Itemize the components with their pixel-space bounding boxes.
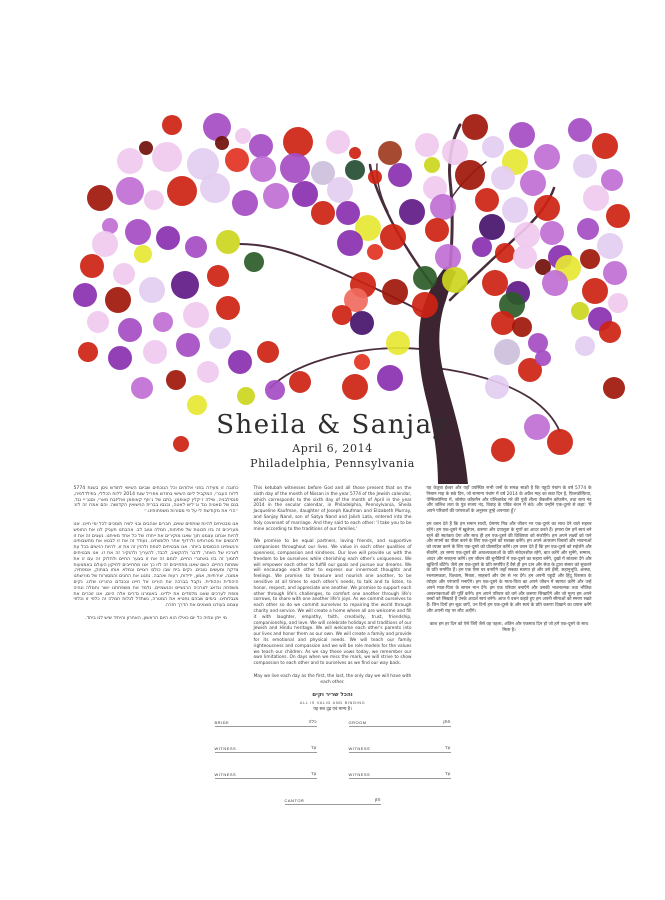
tree-leaf-circle <box>144 190 164 210</box>
tree-leaf-circle <box>540 221 564 245</box>
tree-leaf-circle <box>413 266 437 290</box>
signature-row <box>0 742 665 753</box>
tree-leaf-circle <box>332 305 352 325</box>
tree-leaf-circle <box>425 218 449 242</box>
signature-block <box>0 716 665 820</box>
tree-leaf-circle <box>237 387 255 405</box>
tree-leaf-circle <box>349 147 361 159</box>
tree-leaf-circle <box>514 222 540 248</box>
hebrew-closing-line: מי ייתן ונחיה כל יום כאילו הוא היום הראשון, האחרון והיחיד שיש לנו ביחד. <box>85 615 227 621</box>
tree-leaf-circle <box>292 181 318 207</box>
witness-hebrew-label: עד <box>311 772 317 777</box>
tree-leaf-circle <box>232 190 258 216</box>
tree-leaf-circle <box>185 236 207 258</box>
tree-leaf-circle <box>430 194 456 220</box>
tree-leaf-circle <box>485 375 509 399</box>
tree-leaf-circle <box>386 331 410 355</box>
tree-leaf-circle <box>577 218 599 240</box>
tree-leaf-circle <box>153 312 173 332</box>
tree-leaf-circle <box>520 170 546 196</box>
cantor-hebrew-label: חזן <box>374 798 381 803</box>
hebrew-text-column <box>74 486 239 713</box>
tree-leaf-circle <box>534 144 560 170</box>
witness-hebrew-label: עד <box>311 746 317 751</box>
tree-leaf-circle <box>479 214 505 240</box>
seal-english-line: ALL IS VALID AND BINDING <box>299 699 366 705</box>
english-text-column <box>254 486 412 713</box>
tree-leaf-circle <box>424 157 440 173</box>
tree-leaf-circle <box>87 185 113 211</box>
tree-leaf-circle <box>117 148 143 174</box>
tree-leaf-circle <box>442 267 468 293</box>
tree-leaf-circle <box>134 245 152 263</box>
tree-leaf-circle <box>250 156 276 182</box>
tree-leaf-circle <box>350 311 374 335</box>
tree-leaf-circle <box>568 118 592 142</box>
tree-leaf-circle <box>176 333 200 357</box>
tree-leaf-circle <box>367 244 383 260</box>
tree-leaf-circle <box>494 339 520 365</box>
tree-leaf-circle <box>131 377 153 399</box>
tree-leaf-circle <box>491 166 515 190</box>
english-closing-line: May we live each day as the first, the last, the only day we will have with each other. <box>253 673 412 685</box>
tree-leaf-circle <box>603 261 627 285</box>
tree-leaf-circle <box>337 230 363 256</box>
tree-leaf-circle <box>482 136 504 158</box>
tree-leaf-circle <box>73 283 97 307</box>
tree-leaf-circle <box>209 327 231 349</box>
witness-hebrew-label: עד <box>445 772 451 777</box>
tree-leaf-circle <box>139 277 165 303</box>
tree-leaf-circle <box>435 244 461 270</box>
hebrew-paragraph: אנו מבטיחים להיות שותפים שווים, חברים אוהבים ובני לוויה תומכים לכל ימי חיינו. אנו מעריכים זה בזו תכונות של פתיחות, חמלה וטוב לב. אהבתנו תעניק לנו את החופש להיות אנחנו עצמנו תוך שאנו מוקירים את ייחודו של כל אחד מאיתנו. נעצים זה את זו להגשים את מטרותינו ולרדוף אחר חלומותינו. נעודד זה את זו לבטא את מחשבותינו ורגשותינו הכמוסים ביותר. אנו מבטיחים לטפח ולהזין זה את זו, להיות רגישים בכל עת לצרכיו של האחר, לדבר ולהקשיב, לכבד, להעריך ולהוקיר זה את זו. אנו מבטיחים לתמוך זה בזו באתגרי החיים, לנחם זה את זו בצער החיים ולחלוק זה עם זו את שמחות החיים. כשם שאנו מתחייבים זה לזו כך אנו מתחייבים לתיקון העולם באמצעות צדקה ומעשים טובים. נקים בית שבו כולם רצויים ונמלא אותו בצחוק, אמפתיה, אמונה, יצירתיות, אמון, ידידות, רעות ואהבה. נחגוג את החגים והמסורות של מורשתנו היהודית וההודית. נקבל בברכה את הורינו אל חיינו ונכבדם כהורינו שלנו. נקים משפחה ונדאג לצרכיה הרגשיים והגשמיים. נלמד את משפחתנו יושר וחמלה ונהיה מופת לערכים שאנו מלמדים את ילדינו. באומרנו נדרים אלה היום, אנו זוכרים את מגבלותינו. בימים שבהם נחטיא את המטרה, נשתדל לגלות חמלה זה כלפי זו וכלפי עצמנו בעודנו מוצאים את הדרך חזרה. <box>73 521 239 609</box>
tree-leaf-circle <box>573 154 597 178</box>
tree-leaf-circle <box>167 176 197 206</box>
tree-leaf-circle <box>535 350 551 366</box>
hindi-text-column <box>427 486 592 713</box>
title-block <box>0 411 665 470</box>
tree-leaf-circle <box>462 114 488 140</box>
bride-hebrew-label: כלה <box>308 720 317 725</box>
tree-leaf-circle <box>599 321 621 343</box>
tree-leaf-circle <box>495 243 515 263</box>
hebrew-paragraph: כתובה זו מעידה בפני אלוהים וכל הנוכחים שביום השישי לחודש ניסן בשנת 5774 ללוח העברי, המקביל ליום השישי בחודש אפריל שנת 2014 ללוח הכללי, בפילדלפיה, פנסילבניה, שילה ז׳קלין קאופמן, בתם של ג׳וזף קאופמן ואליזבת מארי, וסנג׳יי ננד, בנם של סאטיה ננד וג׳ליש לאטה, נכנסו בברית הנישואין הקדושה. והם אמרו זה לזו: ״הרי את מקודשת לי על פי מסורות משפחותינו.״ <box>73 486 239 515</box>
tree-leaf-circle <box>171 271 199 299</box>
tree-leaf-circle <box>482 270 508 296</box>
tree-leaf-circle <box>244 252 264 272</box>
tree-leaf-circle <box>380 224 406 250</box>
couple-names: Sheila & Sanjay <box>216 410 449 440</box>
witness-label: WITNESS <box>348 772 371 777</box>
signature-row <box>0 716 665 727</box>
tree-leaf-circle <box>608 293 628 313</box>
tree-leaf-circle <box>575 336 595 356</box>
witness-signature-line <box>215 768 317 779</box>
hindi-paragraph: यह केतुबा ईश्वर और यहाँ उपस्थित सभी जनों के समक्ष साक्षी है कि यहूदी पंचांग के वर्ष 5774 के निसान माह के छठे दिन, जो सामान्य पंचांग में वर्ष 2014 के अप्रैल माह का छठा दिन है, फ़िलाडेल्फ़िया, पेन्सिलवेनिया में, जोसेफ़ कॉफ़मैन और एलिज़ाबेथ मरे की पुत्री शीला जैकलीन कॉफ़मैन, तथा सत्य नंद और जलिश लता के पुत्र संजय नंद, विवाह के पवित्र बंधन में बंधे। और उन्होंने एक-दूसरे से कहा: 'मैं अपने परिवारों की परंपराओं के अनुसार तुम्हें अपनाता हूँ।' <box>426 486 592 515</box>
tree-leaf-circle <box>78 342 98 362</box>
tree-leaf-circle <box>327 177 353 203</box>
hindi-paragraph: हम वचन देते हैं कि हम समान साथी, प्रेममय मित्र और जीवन भर एक-दूसरे का साथ देने वाले सहचर रहेंगे। हम एक-दूसरे में खुलेपन, करुणा और दयालुता के गुणों का आदर करते हैं। हमारा प्रेम हमें स्वयं बने रहने की स्वतंत्रता देगा और साथ ही हम एक-दूसरे की विशिष्टता को संजोएँगे। हम अपने लक्ष्यों को पाने और सपनों का पीछा करने के लिए एक-दूसरे को सशक्त करेंगे। हम अपने अंतरतम विचारों और भावनाओं को व्यक्त करने के लिए एक-दूसरे को प्रोत्साहित करेंगे। हम वचन देते हैं कि हम एक-दूसरे को सहेजेंगे और सँवारेंगे, हर समय एक-दूसरे की आवश्यकताओं के प्रति संवेदनशील रहेंगे, बात करेंगे और सुनेंगे, सम्मान, आदर और सराहना करेंगे। हम जीवन की चुनौतियों में एक-दूसरे का सहारा बनेंगे, दुखों में सांत्वना देंगे और खुशियाँ बाँटेंगे। जैसे हम एक-दूसरे के प्रति समर्पित हैं वैसे ही हम दान और सेवा के द्वारा संसार को सुधारने के प्रति समर्पित हैं। हम एक ऐसा घर बनाएँगे जहाँ सबका स्वागत हो और उसे हँसी, सहानुभूति, आस्था, रचनात्मकता, विश्वास, मित्रता, साहचर्य और प्रेम से भर देंगे। हम अपनी यहूदी और हिंदू विरासत के त्योहार और परंपराएँ मनाएँगे। हम एक-दूसरे के माता-पिता का अपने जीवन में स्वागत करेंगे और उन्हें अपने माता-पिता के समान मान देंगे। हम एक परिवार बनाएँगे और उसकी भावनात्मक तथा भौतिक आवश्यकताओं की पूर्ति करेंगे। हम अपने परिवार को धर्म और करुणा सिखाएँगे और जो मूल्य हम अपने बच्चों को सिखाते हैं उनके आदर्श स्वयं बनेंगे। आज ये वचन कहते हुए हम अपनी सीमाओं को स्मरण रखते हैं। जिन दिनों हम चूक जाएँ, उन दिनों हम एक-दूसरे के और स्वयं के प्रति करुणा दिखाने का प्रयास करेंगे और अपनी राह पर लौट आएँगे। <box>426 521 592 614</box>
cantor-signature-line <box>285 794 381 805</box>
tree-leaf-circle <box>342 374 368 400</box>
tree-leaf-circle <box>512 317 532 337</box>
tree-leaf-circle <box>207 265 229 287</box>
tree-leaf-circle <box>235 128 251 144</box>
seal-block <box>254 693 412 713</box>
tree-leaf-circle <box>92 231 118 257</box>
tree-leaf-circle <box>455 160 485 190</box>
tree-leaf-circle <box>228 350 252 374</box>
tree-leaf-circle <box>571 302 589 320</box>
tree-leaf-circle <box>249 134 273 158</box>
tree-leaf-circle <box>534 195 560 221</box>
tree-leaf-circle <box>354 354 370 370</box>
witness-signature-line <box>215 742 317 753</box>
witness-label: WITNESS <box>348 746 371 751</box>
tree-leaf-circle <box>80 254 104 278</box>
english-paragraph: This ketubah witnesses before God and all those present that on the sixth day of the month of Nissan in the year 5774 of the Jewish calendar, which corresponds to the sixth day of the month of April in the year 2014 in the secular calendar, in Philadelphia, Pennsylvania, Sheila Jacqueline Kaufman, daughter of Joseph Kaufman and Elizabeth Murray, and Sanjay Nand, son of Satya Nand and Jalish Lata, entered into the holy covenant of marriage. And they said to each other: 'I take you to be mine according to the traditions of our families.' <box>253 486 412 532</box>
tree-leaf-circle <box>105 287 131 313</box>
tree-leaf-circle <box>280 153 310 183</box>
seal-hebrew-line: והכל שריר וקים <box>312 691 353 698</box>
tree-leaf-circle <box>225 148 249 172</box>
tree-leaf-circle <box>442 139 468 165</box>
tree-leaf-circle <box>108 346 132 370</box>
witness-signature-line <box>349 768 451 779</box>
tree-leaf-circle <box>289 371 311 393</box>
tree-leaf-circle <box>491 311 515 335</box>
hindi-closing-line: काश हम हर दिन को ऐसे जिएँ जैसे वह पहला, अंतिम और एकमात्र दिन हो जो हमें एक-दूसरे के साथ मिला है। <box>429 621 589 633</box>
tree-leaf-circle <box>203 113 231 141</box>
tree-leaf-circle <box>143 340 167 364</box>
tree-leaf-circle <box>382 279 408 305</box>
groom-signature-line <box>349 716 451 727</box>
tree-leaf-circle <box>472 237 492 257</box>
witness-signature-line <box>349 742 451 753</box>
tree-leaf-circle <box>87 311 109 333</box>
tree-leaf-circle <box>475 188 499 212</box>
tree-leaf-circle <box>580 249 600 269</box>
tree-leaf-circle <box>283 127 313 157</box>
signature-row <box>0 768 665 779</box>
wedding-location: Philadelphia, Pennsylvania <box>250 457 415 470</box>
tree-leaf-circle <box>345 160 365 180</box>
tree-leaf-circle <box>118 318 142 342</box>
witness-label: WITNESS <box>214 746 237 751</box>
tree-leaf-circle <box>388 163 412 187</box>
tree-leaf-circle <box>601 169 623 191</box>
seal-hindi-line: यह सब दृढ़ एवं मान्य है। <box>313 707 352 713</box>
tree-leaf-circle <box>183 302 209 328</box>
english-paragraph: We promise to be equal partners, loving friends, and supportive companions throughout our lives. We value in each other qualities of openness, compassion and kindness. Our love will provide us with the freedom to be ourselves while cherishing each other's uniqueness. We will empower each other to fulfill our goals and pursue our dreams. We will encourage each other to express our innermost thoughts and feelings. We promise to treasure and nourish one another, to be sensitive at all times to each other's needs, to talk and to listen, to honor, respect, and appreciate one another. We promise to support each other through life's challenges, to comfort one another through life's sorrows, to share with one another life's joys. As we commit ourselves to each other so do we commit ourselves to repairing the world through charity and service. We will create a home where all are welcome and fill it with laughter, empathy, faith, creativity, trust, friendship, companionship, and love. We will celebrate holidays and traditions of our Jewish and Hindu heritage. We will welcome each other's parents into our lives and honor them as our own. We will create a family and provide for its emotional and physical needs. We will teach our family righteousness and compassion and we will be role models for the values we teach our children. As we say these vows today, we remember our own limitations. On days when we miss the mark, we will strive to show compassion to each other and to ourselves as we find our way back. <box>253 539 412 667</box>
tree-leaf-circle <box>162 115 182 135</box>
tree-leaf-circle <box>606 204 630 228</box>
tree-leaf-circle <box>583 185 609 211</box>
tree-leaf-circle <box>336 201 360 225</box>
tree-leaf-circle <box>152 142 182 172</box>
wedding-date: April 6, 2014 <box>292 442 373 455</box>
tree-leaf-circle <box>156 226 180 250</box>
tree-leaf-circle <box>166 370 186 390</box>
tree-leaf-circle <box>216 230 240 254</box>
tree-leaf-circle <box>311 201 335 225</box>
tree-leaf-circle <box>597 233 623 259</box>
bride-label: BRIDE <box>214 720 230 725</box>
tree-leaf-circle <box>257 341 279 363</box>
ketubah-text-columns <box>0 486 665 713</box>
tree-leaf-circle <box>399 199 425 225</box>
tree-leaf-circle <box>509 122 535 148</box>
tree-leaf-circle <box>326 130 350 154</box>
tree-leaf-circle <box>603 377 625 399</box>
tree-leaf-circle <box>113 263 135 285</box>
groom-label: GROOM <box>348 720 367 725</box>
tree-leaf-circle <box>116 177 144 205</box>
tree-leaf-circle <box>377 365 403 391</box>
witness-hebrew-label: עד <box>445 746 451 751</box>
cantor-label: CANTOR <box>284 798 305 803</box>
tree-leaf-circle <box>265 380 285 400</box>
tree-leaf-circle <box>528 333 548 353</box>
tree-leaf-circle <box>215 136 229 150</box>
tree-leaf-circle <box>263 183 289 209</box>
tree-leaf-circle <box>200 173 230 203</box>
tree-leaf-circle <box>125 219 151 245</box>
groom-hebrew-label: חתן <box>443 720 451 725</box>
witness-label: WITNESS <box>214 772 237 777</box>
bride-signature-line <box>215 716 317 727</box>
tree-leaf-circle <box>378 141 402 165</box>
signature-row <box>0 794 665 805</box>
tree-leaf-circle <box>368 170 382 184</box>
tree-leaf-circle <box>513 245 537 269</box>
tree-leaf-circle <box>592 133 618 159</box>
tree-leaf-circle <box>502 197 528 223</box>
tree-leaf-circle <box>415 133 439 157</box>
tree-leaf-circle <box>216 296 240 320</box>
tree-leaf-circle <box>197 361 219 383</box>
tree-leaf-circle <box>412 292 438 318</box>
tree-leaf-circle <box>582 278 608 304</box>
tree-leaf-circle <box>542 270 568 296</box>
tree-leaf-circle <box>139 141 153 155</box>
